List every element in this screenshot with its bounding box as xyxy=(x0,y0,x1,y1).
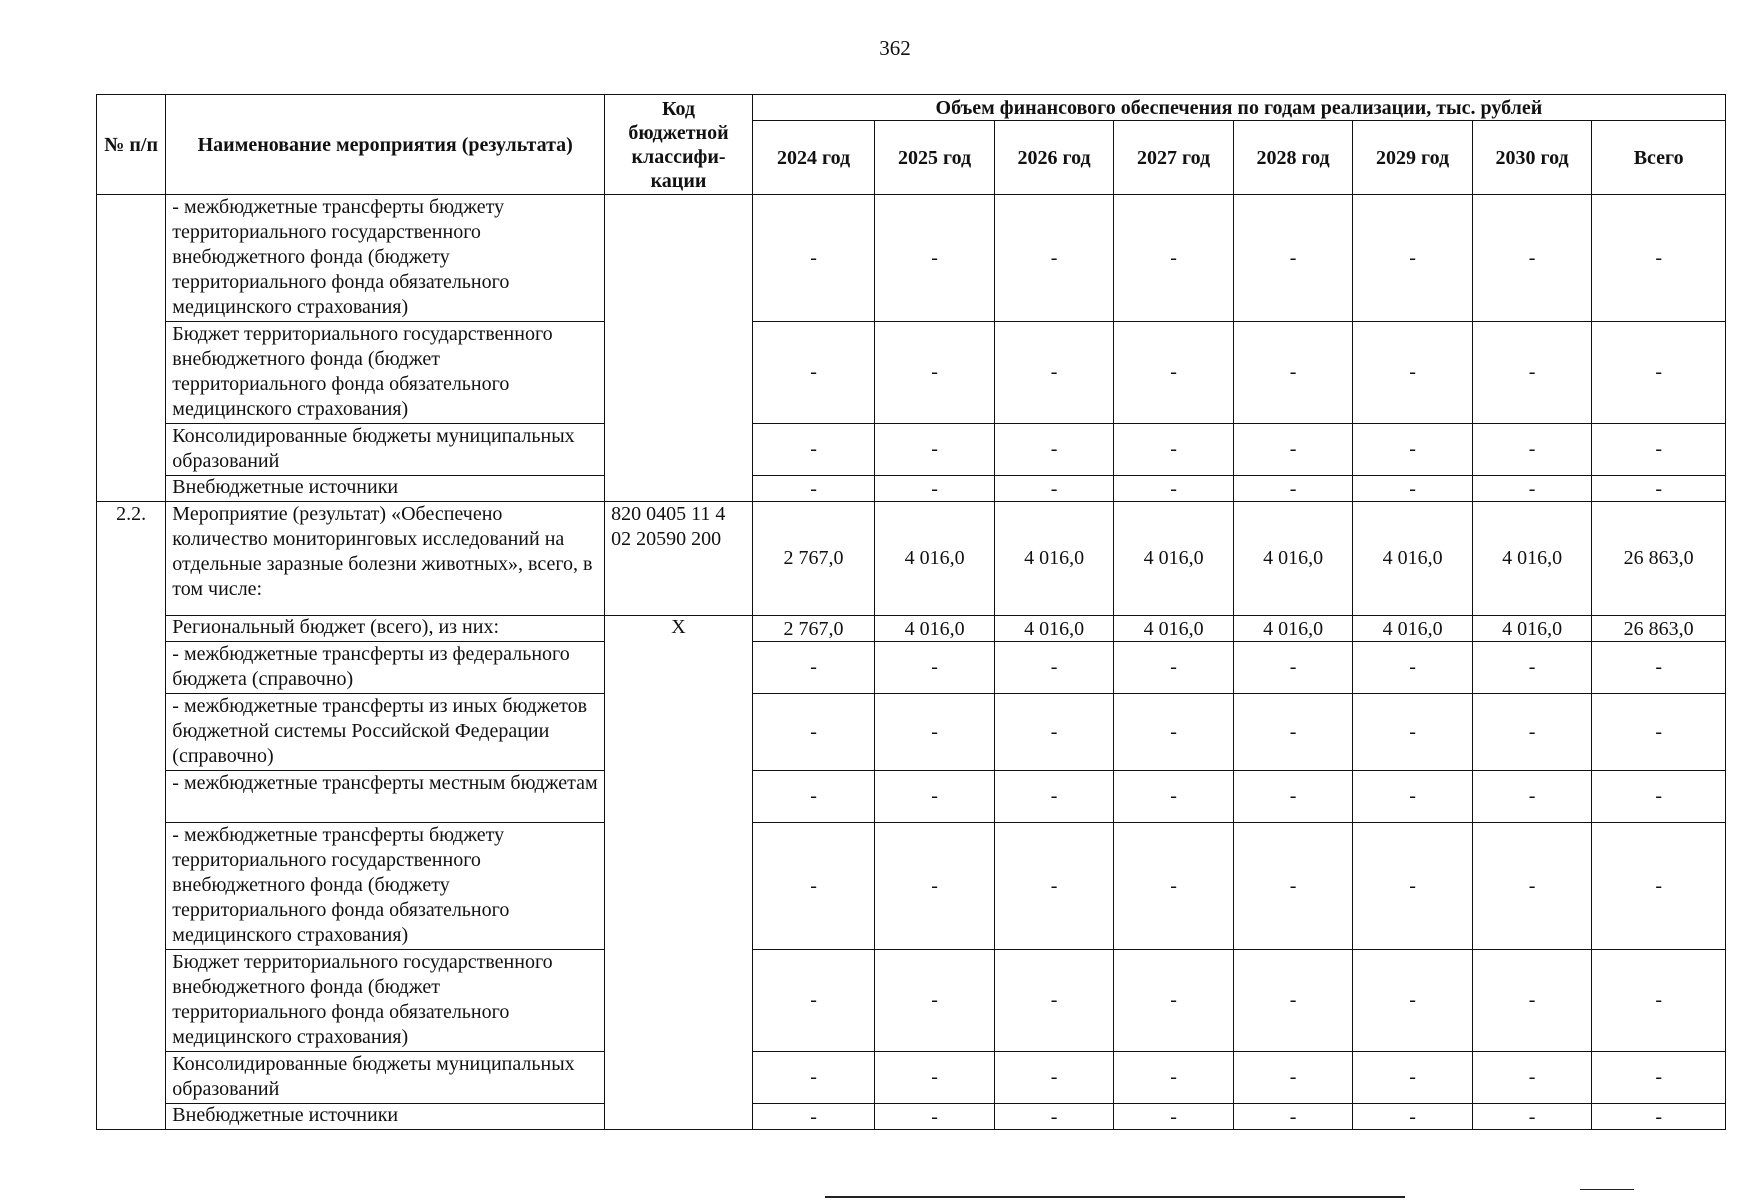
header-name: Наименование мероприятия (результата) xyxy=(166,95,605,195)
cell-value: 4 016,0 xyxy=(875,616,995,642)
cell-value: - xyxy=(1233,771,1353,823)
cell-value: - xyxy=(752,771,875,823)
cell-value: - xyxy=(875,322,995,424)
cell-value: - xyxy=(875,771,995,823)
cell-value: - xyxy=(752,950,875,1052)
cell-value: 4 016,0 xyxy=(1472,616,1592,642)
cell-value: - xyxy=(1472,950,1592,1052)
cell-value: - xyxy=(1592,771,1726,823)
cell-value: - xyxy=(994,195,1114,322)
budget-table xyxy=(96,94,1726,1130)
row-name: Внебюджетные источники xyxy=(166,1104,605,1130)
table-row xyxy=(97,195,1726,322)
cell-value: - xyxy=(1592,642,1726,694)
header-group: Объем финансового обеспечения по годам реализации, тыс. рублей xyxy=(752,95,1725,121)
cell-value: - xyxy=(1233,322,1353,424)
cell-value: - xyxy=(875,424,995,476)
cell-value: 4 016,0 xyxy=(875,502,995,616)
cell-value: - xyxy=(994,950,1114,1052)
cell-value: - xyxy=(875,1104,995,1130)
table-row xyxy=(97,823,1726,950)
row-name: Бюджет территориального государственного внебюджетного фонда (бюджет территориального фонда обязательного медицинского страхования) xyxy=(166,322,605,424)
cell-value: - xyxy=(752,1104,875,1130)
cell-value: 4 016,0 xyxy=(1353,502,1473,616)
cell-value: - xyxy=(994,322,1114,424)
cell-value: - xyxy=(1472,694,1592,771)
row-name: Региональный бюджет (всего), из них: xyxy=(166,616,605,642)
row-num xyxy=(97,195,166,502)
row-code: 820 0405 11 4 02 20590 200 xyxy=(605,502,753,616)
cell-value: - xyxy=(752,642,875,694)
cell-value: - xyxy=(1592,694,1726,771)
header-year-2028: 2028 год xyxy=(1233,121,1353,195)
cell-value: - xyxy=(994,476,1114,502)
table-row xyxy=(97,424,1726,476)
header-year-2030: 2030 год xyxy=(1472,121,1592,195)
header-total: Всего xyxy=(1592,121,1726,195)
cell-value: - xyxy=(1233,1104,1353,1130)
cell-value: - xyxy=(1353,476,1473,502)
cell-value: - xyxy=(1592,1104,1726,1130)
row-name: - межбюджетные трансферты бюджету территориального государственного внебюджетного фонда (бюджету территориального фонда обязательного медицинского страхования) xyxy=(166,195,605,322)
header-year-2029: 2029 год xyxy=(1353,121,1473,195)
cell-value: - xyxy=(1592,424,1726,476)
cell-value: - xyxy=(1353,1052,1473,1104)
table-row xyxy=(97,476,1726,502)
cell-value: - xyxy=(994,424,1114,476)
cell-value: - xyxy=(1114,771,1234,823)
cell-value: 26 863,0 xyxy=(1592,502,1726,616)
table-row xyxy=(97,1104,1726,1130)
header-num: № п/п xyxy=(97,95,166,195)
cell-value: - xyxy=(1592,950,1726,1052)
cell-value: - xyxy=(1114,322,1234,424)
cell-value: - xyxy=(1472,771,1592,823)
cell-value: - xyxy=(1472,642,1592,694)
cell-value: - xyxy=(875,476,995,502)
cell-value: - xyxy=(1472,1052,1592,1104)
cell-value: - xyxy=(994,771,1114,823)
cell-value: 4 016,0 xyxy=(1114,616,1234,642)
header-code: Код бюджетной классифи-кации xyxy=(605,95,753,195)
cell-value: - xyxy=(994,642,1114,694)
row-code xyxy=(605,195,753,502)
cell-value: - xyxy=(875,195,995,322)
header-year-2025: 2025 год xyxy=(875,121,995,195)
cell-value: - xyxy=(1472,322,1592,424)
row-name: - межбюджетные трансферты из федерального бюджета (справочно) xyxy=(166,642,605,694)
cell-value: - xyxy=(875,950,995,1052)
table-row xyxy=(97,771,1726,823)
cell-value: - xyxy=(875,642,995,694)
header-year-2024: 2024 год xyxy=(752,121,875,195)
scan-line xyxy=(825,1196,1405,1198)
cell-value: - xyxy=(1592,322,1726,424)
cell-value: - xyxy=(1233,823,1353,950)
cell-value: - xyxy=(1233,642,1353,694)
cell-value: - xyxy=(1114,1052,1234,1104)
cell-value: 4 016,0 xyxy=(994,616,1114,642)
cell-value: - xyxy=(1353,823,1473,950)
cell-value: - xyxy=(1233,424,1353,476)
cell-value: - xyxy=(1592,476,1726,502)
cell-value: - xyxy=(1353,424,1473,476)
cell-value: - xyxy=(1233,950,1353,1052)
row-num: 2.2. xyxy=(97,502,166,1130)
cell-value: - xyxy=(1114,694,1234,771)
cell-value: 2 767,0 xyxy=(752,616,875,642)
table-row xyxy=(97,694,1726,771)
table-row xyxy=(97,502,1726,616)
cell-value: - xyxy=(1233,1052,1353,1104)
cell-value: - xyxy=(1592,823,1726,950)
cell-value: - xyxy=(1114,950,1234,1052)
cell-value: - xyxy=(1114,1104,1234,1130)
table-row xyxy=(97,950,1726,1052)
cell-value: - xyxy=(1233,476,1353,502)
cell-value: - xyxy=(1472,1104,1592,1130)
header-year-2026: 2026 год xyxy=(994,121,1114,195)
row-name: Внебюджетные источники xyxy=(166,476,605,502)
cell-value: - xyxy=(752,476,875,502)
cell-value: - xyxy=(1472,476,1592,502)
cell-value: 4 016,0 xyxy=(1472,502,1592,616)
cell-value: - xyxy=(752,823,875,950)
page-number: 362 xyxy=(879,36,911,60)
cell-value: - xyxy=(994,1104,1114,1130)
cell-value: 26 863,0 xyxy=(1592,616,1726,642)
cell-value: - xyxy=(1233,195,1353,322)
cell-value: - xyxy=(1353,642,1473,694)
cell-value: - xyxy=(1114,476,1234,502)
cell-value: - xyxy=(1114,823,1234,950)
cell-value: - xyxy=(1233,694,1353,771)
cell-value: - xyxy=(1114,642,1234,694)
table-row xyxy=(97,1052,1726,1104)
row-name: Бюджет территориального государственного внебюджетного фонда (бюджет территориального фонда обязательного медицинского страхования) xyxy=(166,950,605,1052)
cell-value: - xyxy=(875,823,995,950)
table-row xyxy=(97,642,1726,694)
cell-value: - xyxy=(1592,1052,1726,1104)
cell-value: - xyxy=(752,1052,875,1104)
cell-value: - xyxy=(994,1052,1114,1104)
cell-value: 4 016,0 xyxy=(1233,616,1353,642)
cell-value: - xyxy=(752,694,875,771)
cell-value: - xyxy=(875,1052,995,1104)
cell-value: - xyxy=(1353,195,1473,322)
row-name: - межбюджетные трансферты бюджету территориального государственного внебюджетного фонда (бюджету территориального фонда обязательного медицинского страхования) xyxy=(166,823,605,950)
cell-value: - xyxy=(752,195,875,322)
cell-value: - xyxy=(1472,195,1592,322)
cell-value: - xyxy=(994,694,1114,771)
scan-line xyxy=(1580,1189,1634,1190)
cell-value: 4 016,0 xyxy=(994,502,1114,616)
cell-value: - xyxy=(1353,694,1473,771)
row-name: Консолидированные бюджеты муниципальных образований xyxy=(166,424,605,476)
table-row xyxy=(97,616,1726,642)
cell-value: - xyxy=(1353,322,1473,424)
cell-value: - xyxy=(752,322,875,424)
cell-value: 4 016,0 xyxy=(1114,502,1234,616)
table-row xyxy=(97,322,1726,424)
cell-value: - xyxy=(1114,424,1234,476)
header-row-1 xyxy=(97,95,1726,121)
cell-value: - xyxy=(1472,823,1592,950)
row-name: - межбюджетные трансферты из иных бюджетов бюджетной системы Российской Федерации (справочно) xyxy=(166,694,605,771)
cell-value: - xyxy=(1114,195,1234,322)
row-name: Мероприятие (результат) «Обеспечено количество мониторинговых исследований на отдельные заразные болезни животных», всего, в том числе: xyxy=(166,502,605,616)
cell-value: - xyxy=(1353,950,1473,1052)
header-year-2027: 2027 год xyxy=(1114,121,1234,195)
cell-value: - xyxy=(752,424,875,476)
cell-value: 4 016,0 xyxy=(1233,502,1353,616)
row-code: X xyxy=(605,616,753,1130)
cell-value: - xyxy=(1472,424,1592,476)
cell-value: - xyxy=(1353,1104,1473,1130)
cell-value: - xyxy=(1592,195,1726,322)
cell-value: 2 767,0 xyxy=(752,502,875,616)
row-name: - межбюджетные трансферты местным бюджетам xyxy=(166,771,605,823)
cell-value: 4 016,0 xyxy=(1353,616,1473,642)
cell-value: - xyxy=(1353,771,1473,823)
cell-value: - xyxy=(875,694,995,771)
cell-value: - xyxy=(994,823,1114,950)
row-name: Консолидированные бюджеты муниципальных образований xyxy=(166,1052,605,1104)
